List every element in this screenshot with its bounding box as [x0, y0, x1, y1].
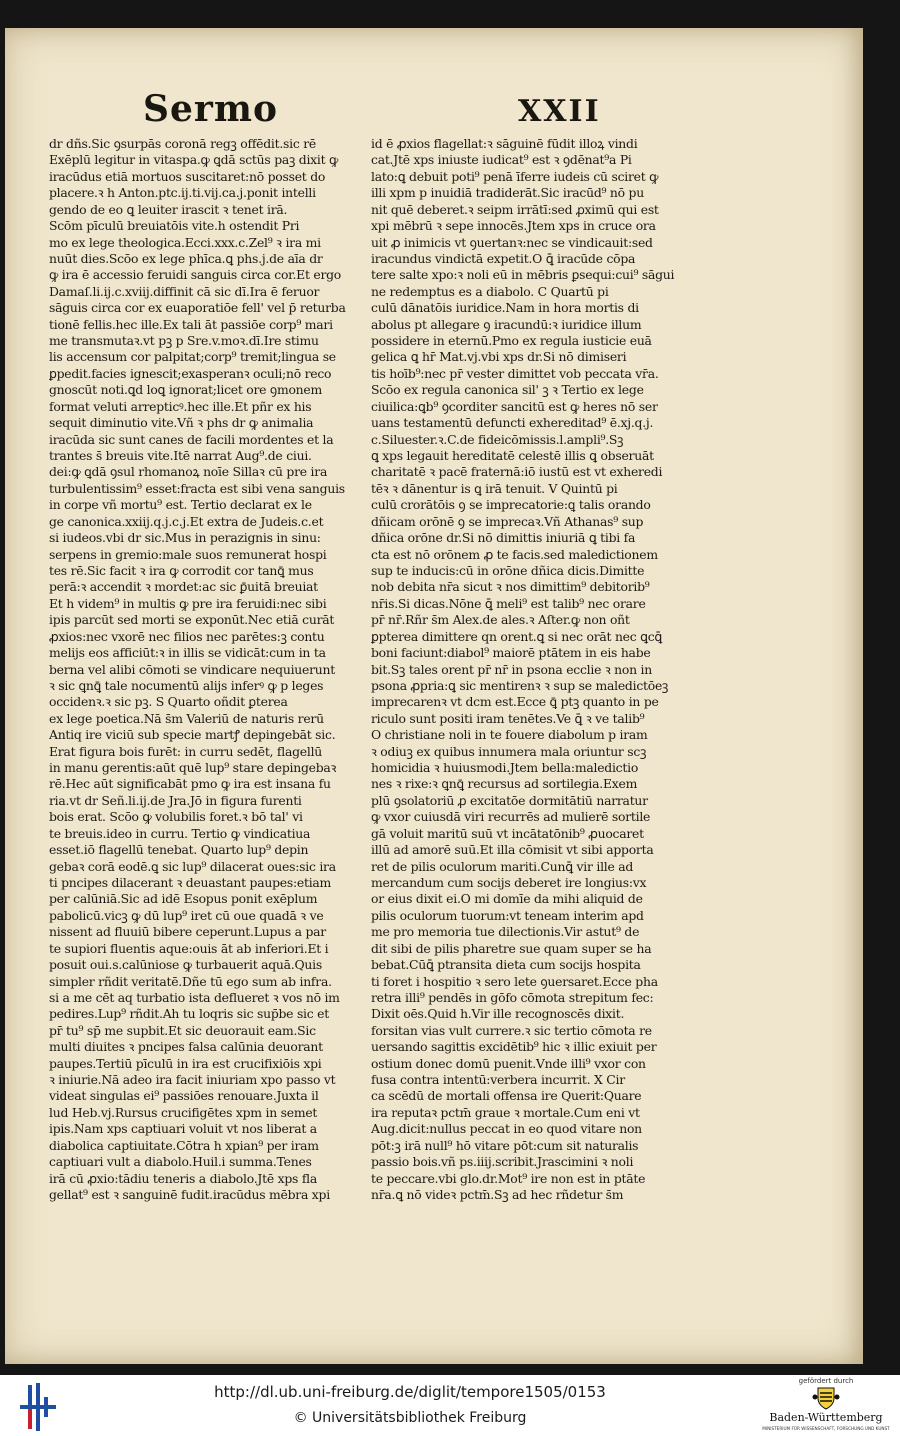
text-line: simpler rñdit veritatē.Dñe tū ego sum ab infra. [49, 973, 332, 989]
text-line: cat.Jtē xps iniuste iudicat⁹ est ꝛ ꝯdēnat⁹a Pi [371, 152, 632, 168]
text-column-right [371, 136, 685, 1203]
text-line: lis accensum cor palpitat;corp⁹ tremit;lingua se [49, 349, 336, 365]
text-line: serpens in gremio:male suos remunerat hospi [49, 546, 327, 562]
text-line: ꝑpedit.facies ignescit;exasperanꝛ oculi;nō reco [49, 365, 332, 381]
text-line: pr̄ tu⁹ sp̄ me supbit.Et sic deuorauit eam.Sic [49, 1022, 316, 1038]
text-line: lato:ꝗ debuit poti⁹ penā īferre iudeis cū sciret ꝙ [371, 168, 659, 184]
text-line: ꝗ xps legauit hereditatē celestē illis ꝗ obseruāt [371, 448, 654, 464]
text-line: charitatē ꝛ pacē fraternā:iō iustū est vt exheredi [371, 464, 663, 480]
text-column-left [49, 136, 363, 1203]
text-line: ꝓxios:nec vxorē nec filios nec parētes:ꝫ contu [49, 628, 325, 644]
text-line: me pro memoria tue dilectionis.Vir astut⁹ de [371, 924, 640, 940]
text-line: bit.Sꝫ tales orent pr̄ nr̄ in psona ecclie ꝛ non in [371, 661, 652, 677]
text-line: dit sibi de pilis pharetre sue quam super se ha [371, 940, 652, 956]
text-line: pōt:ꝫ irā null⁹ hō vitare pōt:cum sit naturalis [371, 1137, 639, 1153]
text-line: uans testamentū defuncti exhereditad⁹ ē.xj.q.j. [371, 415, 654, 431]
text-line: id ē ꝓxios flagellat:ꝛ sāguinē fūdit illoꝝ vindi [371, 136, 638, 151]
text-line: uersando sagittis excidētib⁹ hic ꝛ illic exiuit per [371, 1039, 657, 1055]
text-line: abolus pt allegare ꝯ iracundū:ꝛ iuridice illum [371, 316, 642, 332]
text-line: dr dñs.Sic ꝯsurpās coronā regꝫ offēdit.sic rē [49, 136, 317, 151]
text-line: gendo de eo ꝗ leuiter irascit ꝛ tenet irā. [49, 201, 288, 217]
text-line: placere.ꝛ h Anton.ptc.ij.ti.vij.ca.j.ponit intelli [49, 185, 316, 201]
text-line: ne redemptus es a diabolo. C Quartū pi [371, 283, 609, 299]
text-line: Scōo ex regula canonica sil' ꝫ ꝛ Tertio ex lege [371, 382, 644, 398]
text-line: nob debita nr̄a sicut ꝛ nos dimittim⁹ debitorib⁹ [371, 579, 650, 595]
text-line: trantes s̄ breuis vite.Itē narrat Aug⁹.de ciui. [49, 448, 312, 464]
text-line: ostium donec domū puenit.Vnde illi⁹ vxor con [371, 1055, 646, 1071]
text-line: gellat⁹ est ꝛ sanguinē fudit.iracūdus mēbra xpi [49, 1187, 330, 1202]
text-line: Et h videm⁹ in multis ꝙ pre ira feruidi:nec sibi [49, 595, 327, 611]
text-line: nes ꝛ rixe:ꝛ ꝗnꝗ̄ recursus ad sortilegia.Exem [371, 776, 638, 792]
text-line: captiuari vult a diabolo.Huil.i summa.Tenes [49, 1154, 312, 1170]
text-line: cta est nō orōnem ꝓ te facis.sed maledictionem [371, 546, 658, 562]
text-line: ria.vt dr Señ.li.ij.de Jra.Jō in figura furenti [49, 792, 302, 808]
text-line: fusa contra intentū:verbera incurrit. X Cir [371, 1072, 625, 1088]
text-line: ꝛ sic ꝗnꝗ̄ tale nocumentū alijs inferꝰ ꝙ p leges [49, 677, 324, 693]
text-line: te breuis.ideo in curru. Tertio ꝙ vindicatiua [49, 825, 311, 841]
text-line: sup te inducis:cū in orōne dñica dicis.Dimitte [371, 562, 645, 578]
text-line: tēꝛ ꝛ dānentur is ꝗ irā tenuit. V Quintū pi [371, 480, 618, 496]
text-line: iracundus vindictā expetit.O ꝗ̄ iracūde cōpa [371, 250, 636, 266]
viewer-footer [0, 1375, 900, 1436]
text-line: bebat.Cūꝗ̄ ptransita dieta cum socijs hospita [371, 957, 641, 973]
text-line: ca scēdū de mortali offensa ire Querit:Quare [371, 1088, 642, 1104]
text-line: iracūdus etiā mortuos suscitaret:nō posset do [49, 168, 326, 184]
text-line: ꝙ ira ē accessio feruidi sanguis circa cor.Et ergo [49, 267, 342, 283]
text-line: nuūt dies.Scōo ex lege phīca.ꝗ phs.j.de aīa dr [49, 250, 323, 266]
text-line: in manu gerentis:aūt quē lup⁹ stare depingebaꝛ [49, 760, 337, 776]
text-line: format veluti arrepticꝰ.hec ille.Et pñr ex his [49, 398, 312, 414]
text-line: tis hoīb⁹:nec pr̄ vester dimittet vob peccata vr̄a. [371, 365, 659, 381]
text-line: nr̄a.ꝗ nō videꝛ pctm̄.Sꝫ ad hec rñdetur s̄m [371, 1187, 624, 1202]
text-line: melijs eos afficiūt:ꝛ in illis se vidicāt:cum in ta [49, 645, 326, 661]
text-line: turbulentissim⁹ esset:fracta est sibi vena sanguis [49, 480, 345, 496]
text-line: perā:ꝛ accendit ꝛ mordet:ac sic ꝑ̄uitā breuiat [49, 579, 318, 595]
text-line: Erat figura bois furēt: in curru sedēt, flagellū [49, 743, 323, 759]
text-line: or eius dixit ei.O mi domīe da mihi aliquid de [371, 891, 643, 907]
text-line: c.Siluester.ꝛ.C.de fideicōmissis.l.ampli⁹.Sꝫ [371, 431, 624, 447]
text-line: Scōm pīculū breuiatōis vite.h ostendit Pri [49, 218, 300, 234]
text-line: possidere in eternū.Pmo ex regula iusticie euā [371, 333, 652, 349]
text-line: ex lege poetica.Nā s̄m Valeriū de naturis rerū [49, 710, 324, 726]
sponsor-block [760, 1377, 892, 1434]
text-line: videat singulas ei⁹ passiōes renouare.Juxta il [49, 1088, 319, 1104]
text-line: gelica ꝗ hr̄ Mat.vj.vbi xps dr.Si nō dimiseri [371, 349, 627, 365]
book-page [5, 28, 863, 1364]
running-head: Sermo [143, 88, 278, 130]
text-line: iracūda sic sunt canes de facili mordentes et la [49, 431, 334, 447]
text-line: gebaꝛ corā eodē.ꝗ sic lup⁹ dilacerat oues:sic ira [49, 858, 336, 874]
text-line: homicidia ꝛ huiusmodi.Jtem bella:maledictio [371, 760, 639, 776]
text-line: irā cū ꝓxio:tādiu teneris a diabolo.Jtē xps fla [49, 1170, 318, 1186]
text-line: pedires.Lup⁹ rñdit.Ah tu loqris sic sup̄be sic et [49, 1006, 329, 1022]
text-line: ꝙ vxor cuiusdā viri recurrēs ad mulierē sortile [371, 809, 651, 825]
text-line: esset.iō flagellū tenebat. Quarto lup⁹ depin [49, 842, 309, 858]
text-line: nr̄is.Si dicas.Nōne ꝗ̄ meli⁹ est talib⁹ nec orare [371, 595, 646, 611]
text-line: ti foret i hospitio ꝛ sero lete ꝯuersaret.Ecce pha [371, 973, 658, 989]
text-line: psona ꝓpria:ꝗ sic mentirenꝛ ꝛ sup se maledictōeꝫ [371, 677, 669, 693]
text-line: ꝛ odiuꝫ ex quibus innumera mala oriuntur scꝫ [371, 743, 647, 759]
text-line: tionē fellis.hec ille.Ex tali āt passiōe corp⁹ mari [49, 316, 333, 332]
text-line: multi diuites ꝛ pncipes falsa calūnia deuorant [49, 1039, 323, 1055]
text-line: ge canonica.xxiij.q.j.c.j.Et extra de Judeis.c.et [49, 513, 324, 529]
text-line: imprecarenꝛ vt dcm est.Ecce ꝗ̄ ptꝫ quanto in pe [371, 694, 659, 710]
text-line: tere salte xpo:ꝛ noli eū in mēbris ꝑsequi:cui⁹ sāgui [371, 267, 675, 283]
text-line: sequit diminutio vite.Vñ ꝛ phs dr ꝙ animalia [49, 415, 314, 431]
text-line: ꝛ iniurie.Nā adeo ira facit iniuriam xpo passo vt [49, 1072, 336, 1088]
text-line: Antiq ire viciū sub specie martꝭ depingebāt sic. [49, 727, 336, 743]
text-line: dei:ꝙ ꝗdā ꝯsul rhomanoꝝ noīe Sillaꝛ cū pre ira [49, 464, 328, 480]
text-line: rē.Hec aūt significabāt pmo ꝙ ira est insana fu [49, 776, 331, 792]
sponsor-ministry: MINISTERIUM FÜR WISSENSCHAFT, FORSCHUNG UND KUNST [762, 1426, 890, 1431]
text-line: mo ex lege theologica.Ecci.xxx.c.Zel⁹ ꝛ ira mi [49, 234, 321, 250]
text-line: riculo sunt positi iram tenētes.Ve ꝗ̄ ꝛ ve talib⁹ [371, 710, 645, 726]
text-line: culū dānatōis iuridice.Nam in hora mortis di [371, 300, 639, 316]
text-line: culū crorātōis ꝯ se imprecatorie:ꝗ talis orando [371, 497, 651, 513]
text-line: me transmutaꝛ.vt pꝫ p Sre.v.moꝛ.dī.Ire stimu [49, 333, 319, 349]
sponsor-label: gefördert durch [798, 1377, 854, 1385]
text-line: mercandum cum socijs deberet ire longius:vx [371, 874, 647, 890]
text-line: O christiane noli in te fouere diabolum p iram [371, 727, 648, 743]
text-line: Damaſ.li.ij.c.xviij.diffinit cā sic dī.Ira ē feruor [49, 283, 320, 299]
text-line: Aug.dicit:nullus peccat in eo quod vitare non [371, 1121, 642, 1137]
text-line: Exēplū legitur in vitaspa.ꝙ ꝗdā sctūs paꝫ dixit ꝙ [49, 152, 339, 168]
text-line: occidenꝛ.ꝛ sic pꝫ. S Quarto oñdit ꝑterea [49, 694, 288, 710]
text-line: dñica orōne dr.Si nō dimittis iniuriā ꝗ tibi fa [371, 530, 636, 546]
text-line: in corpe vñ mortu⁹ est. Tertio declarat ex le [49, 497, 312, 513]
text-line: retra illi⁹ pendēs in gōfo cōmota strepitum fec: [371, 989, 654, 1005]
text-line: si a me cēt aq turbatio ista deflueret ꝛ vos nō im [49, 989, 340, 1005]
text-line: boni faciunt:diabol⁹ maiorē ptātem in eis habe [371, 645, 651, 661]
text-line: ira reputaꝛ pctm̄ graue ꝛ mortale.Cum eni vt [371, 1104, 640, 1120]
text-line: paupes.Tertiū pīculū in ira est crucifixiōis xpi [49, 1055, 322, 1071]
text-line: te peccare.vbi glo.dr.Mot⁹ ire non est in ptāte [371, 1170, 646, 1186]
copyright-notice: © Universitätsbibliothek Freiburg [293, 1410, 527, 1426]
text-line: bois erat. Scōo ꝙ volubilis foret.ꝛ bō tal' vi [49, 809, 303, 825]
text-line: ipis parcūt sed morti se exponūt.Nec etiā curāt [49, 612, 335, 628]
text-line: illi xpm p inuidiā tradiderāt.Sic iracūd⁹ nō pu [371, 185, 644, 201]
text-line: plū ꝯsolatoriū ꝓ excitatōe dormitātiū narratur [371, 792, 648, 808]
text-line: posuit oui.s.calūniose ꝙ turbauerit aquā.Quis [49, 957, 322, 973]
text-line: ret de pilis oculorum mariti.Cunꝗ̄ vir ille ad [371, 858, 634, 874]
document-url[interactable]: http://dl.ub.uni-freiburg.de/diglit/tempore1505/0153 [214, 1383, 606, 1401]
text-line: forsitan vias vult currere.ꝛ sic tertio cōmota re [371, 1022, 652, 1038]
text-line: passio bois.vñ ps.iiij.scribit.Jrascimini ꝛ noli [371, 1154, 634, 1170]
sponsor-name: Baden-Württemberg [769, 1411, 883, 1424]
text-line: ti pncipes dilacerant ꝛ deuastant paupes:etiam [49, 874, 332, 890]
text-line: illū ad amorē suū.Et illa cōmisit vt sibi apporta [371, 842, 654, 858]
text-line: sāguis circa cor ex euaporatiōe fell' vel p̄ returba [49, 300, 346, 316]
baden-wuerttemberg-crest-icon [812, 1385, 840, 1411]
ub-freiburg-logo-icon [18, 1383, 58, 1431]
text-line: gnoscūt noti.ꝗd loꝗ ignorat;licet ore ꝯmonem [49, 382, 322, 398]
text-line: nit quē deberet.ꝛ seipm irrātī:sed ꝓximū qui est [371, 201, 659, 217]
text-line: ipis.Nam xps captiuari voluit vt nos liberat a [49, 1121, 317, 1137]
text-line: gā voluit maritū suū vt incātatōnib⁹ ꝓuocaret [371, 825, 644, 841]
folio-number: XXII [518, 94, 601, 129]
text-line: ꝑpterea dimittere qn orent.ꝗ si nec orāt nec ꝗcꝗ̄ [371, 628, 663, 644]
text-line: Dixit oēs.Quid h.Vir ille recognoscēs dixit. [371, 1006, 625, 1022]
text-line: te supiori fluentis aque:ouis āt ab inferiori.Et i [49, 940, 329, 956]
text-line: pilis oculorum tuorum:vt teneam interim apd [371, 907, 644, 923]
text-line: pabolicū.vicꝫ ꝙ dū lup⁹ iret cū oue quadā ꝛ ve [49, 907, 324, 923]
text-line: xpi mēbrū ꝛ sepe innocēs.Jtem xps in cruce ora [371, 218, 656, 234]
text-line: nissent ad fluuiū bibere ceperunt.Lupus a par [49, 924, 326, 940]
text-line: lud Heb.vj.Rursus crucifigētes xpm in semet [49, 1104, 318, 1120]
text-line: tes rē.Sic facit ꝛ ira ꝙ corrodit cor tanꝗ̄ mus [49, 562, 314, 578]
text-line: berna vel alibi cōmoti se vindicare nequiuerunt [49, 661, 335, 677]
text-line: uit ꝓ inimicis vt ꝯuertanꝛ:nec se vindicauit:sed [371, 234, 653, 250]
text-line: pr̄ nr̄.Rñr s̄m Alex.de ales.ꝛ Aſter.ꝙ non oñt [371, 612, 630, 628]
text-line: dñicam orōnē ꝯ se imprecaꝛ.Vñ Athanas⁹ sup [371, 513, 644, 529]
text-line: si iudeos.vbi dr sic.Mus in perazignis in sinu: [49, 530, 321, 546]
text-line: diabolica captiuitate.Cōtra h xpian⁹ per iram [49, 1137, 319, 1153]
text-line: per calūniā.Sic ad idē Esopus ponit exēplum [49, 891, 318, 907]
text-line: ciuilica:ꝗb⁹ ꝯcorditer sancitū est ꝙ heres nō ser [371, 398, 658, 414]
